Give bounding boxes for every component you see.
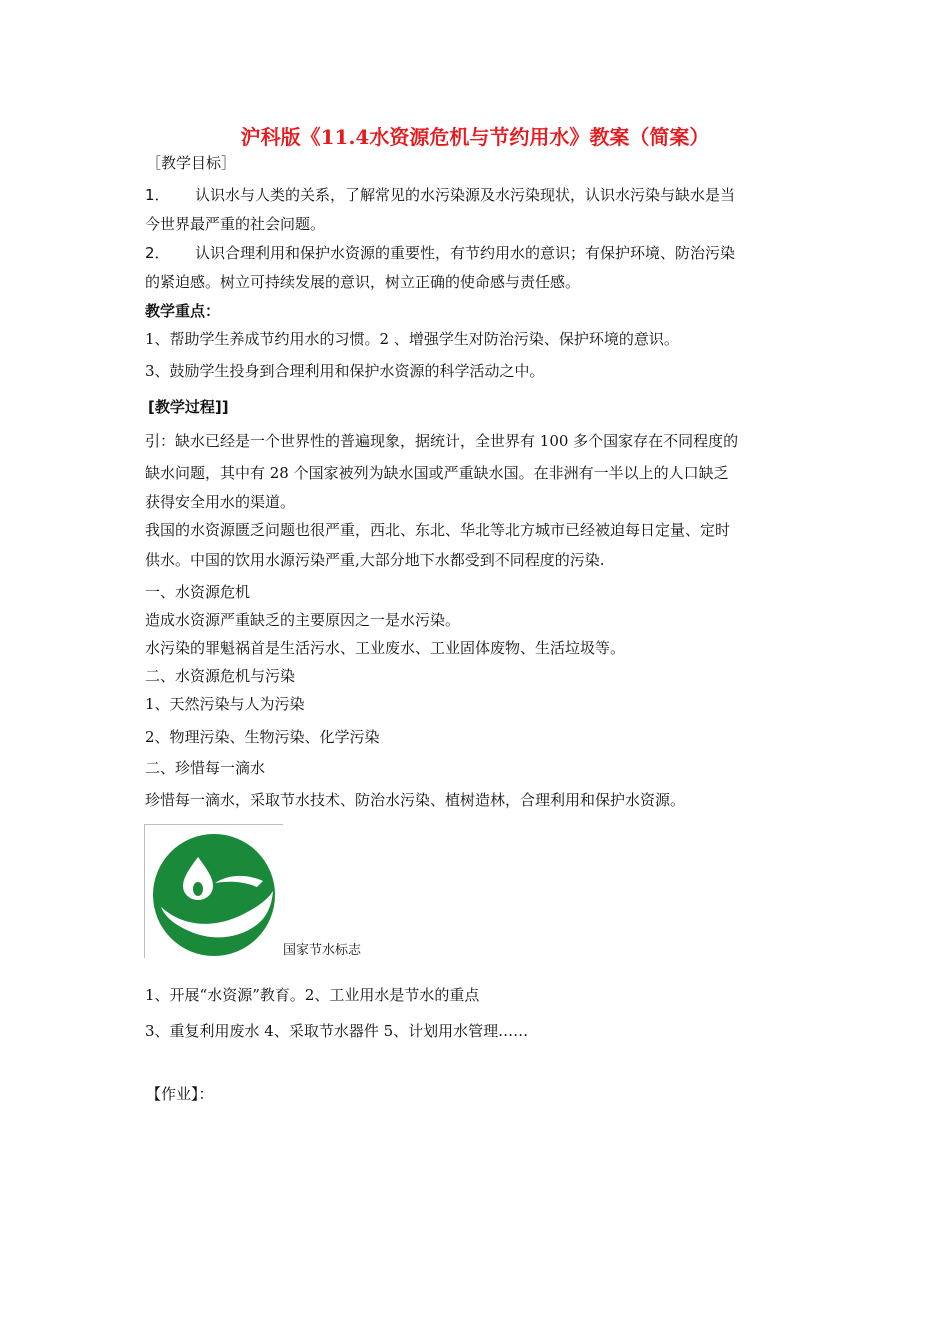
objectives-heading: ［教学目标］ <box>146 154 237 172</box>
measures-line-1: 1、开展“水资源”教育。2、工业用水是节水的重点 <box>145 986 480 1004</box>
objective-2-number: 2． <box>145 244 170 262</box>
objective-1-line-1 <box>145 185 735 205</box>
measures-line-2: 3、重复利用废水 4、采取节水器件 5、计划用水管理…… <box>145 1022 529 1040</box>
water-saving-logo-frame <box>144 824 283 958</box>
objective-2-text: 认识合理利用和保护水资源的重要性，有节约用水的意识；有保护环境、防治污染 <box>195 244 736 262</box>
objective-1-text: 认识水与人类的关系，了解常见的水污染源及水污染现状，认识水污染与缺水是当 <box>195 186 736 204</box>
key-points-line-1: 1、帮助学生养成节约用水的习惯。2 、增强学生对防治污染、保护环境的意识。 <box>145 330 679 348</box>
section-3-paragraph: 珍惜每一滴水，采取节水技术、防治水污染、植树造林，合理利用和保护水资源。 <box>145 791 686 809</box>
section-1-paragraph-1: 造成水资源严重缺乏的主要原因之一是水污染。 <box>145 611 461 629</box>
section-1-heading: 一、水资源危机 <box>145 583 251 601</box>
key-points-line-2: 3、鼓励学生投身到合理利用和保护水资源的科学活动之中。 <box>145 362 545 380</box>
objective-2-line-2: 的紧迫感。树立可持续发展的意识，树立正确的使命感与责任感。 <box>145 273 581 291</box>
key-points-heading: 教学重点： <box>145 302 221 320</box>
objective-1-line-2: 今世界最严重的社会问题。 <box>145 215 326 233</box>
objective-1-number: 1． <box>145 186 170 204</box>
section-2-heading: 二、水资源危机与污染 <box>145 667 296 685</box>
intro-line-2: 缺水问题，其中有 28 个国家被列为缺水国或严重缺水国。在非洲有一半以上的人口缺乏 <box>145 464 729 482</box>
logo-caption: 国家节水标志 <box>283 943 362 958</box>
intro-line-1: 引：缺水已经是一个世界性的普遍现象，据统计，全世界有 100 多个国家存在不同程度的 <box>145 432 739 450</box>
section-1-paragraph-2: 水污染的罪魁祸首是生活污水、工业废水、工业固体废物、生活垃圾等。 <box>145 639 626 657</box>
document-title: 沪科版《11.4水资源危机与节约用水》教案（简案） <box>240 125 710 149</box>
china-line-2: 供水。中国的饮用水源污染严重,大部分地下水都受到不同程度的污染. <box>145 551 605 569</box>
homework-heading: 【作业】： <box>146 1085 214 1103</box>
intro-line-3: 获得安全用水的渠道。 <box>145 493 296 511</box>
section-3-heading: 二、珍惜每一滴水 <box>145 759 266 777</box>
section-2-item-2: 2、物理污染、生物污染、化学污染 <box>145 728 380 746</box>
objective-2-line-1 <box>145 243 735 263</box>
china-line-1: 我国的水资源匮乏问题也很严重，西北、东北、华北等北方城市已经被迫每日定量、定时 <box>145 521 731 539</box>
water-saving-logo-icon <box>145 825 283 958</box>
section-2-item-1: 1、天然污染与人为污染 <box>145 695 305 713</box>
process-heading: [教学过程]] <box>148 398 229 416</box>
